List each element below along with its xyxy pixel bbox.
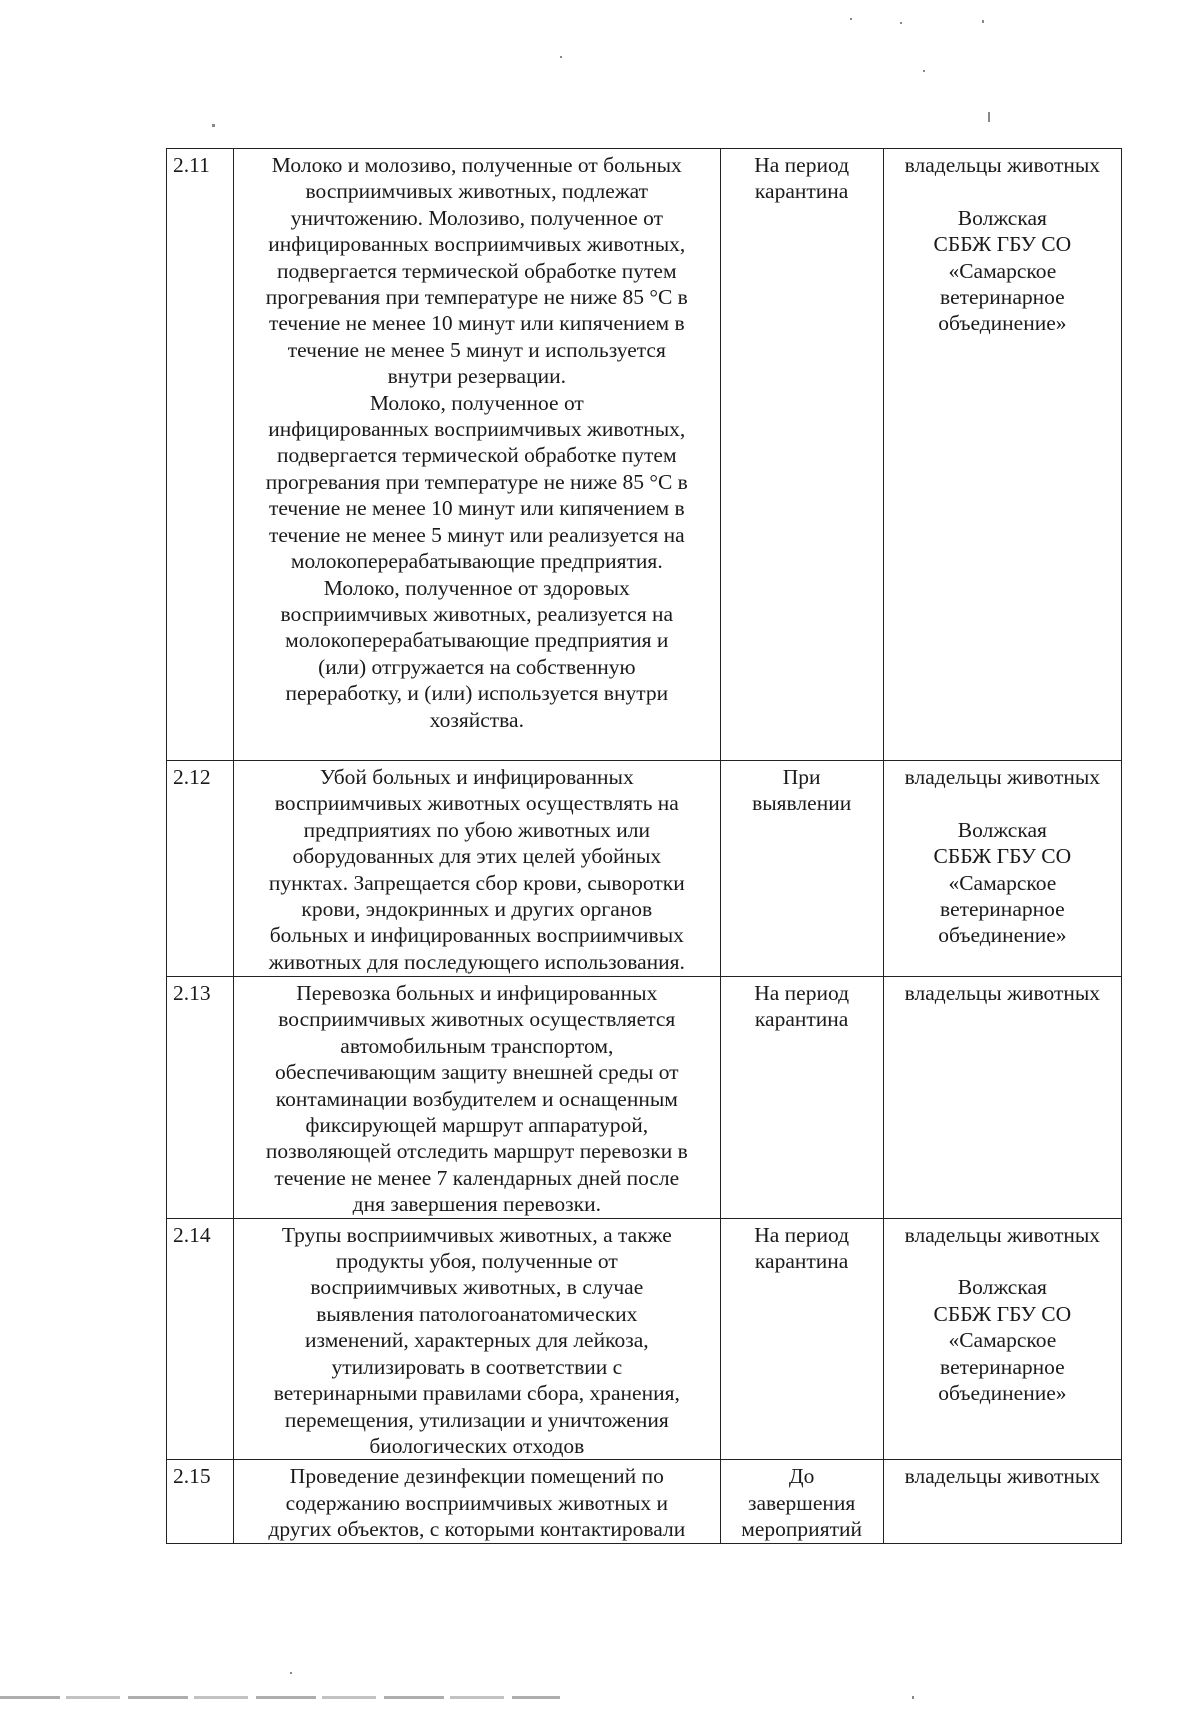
measure-line: течение не менее 7 календарных дней после [274, 1165, 680, 1190]
responsible-line: СББЖ ГБУ СО [933, 232, 1072, 257]
measure-cell [234, 149, 721, 761]
measure-cell [234, 977, 721, 1219]
blank-line [890, 178, 1115, 204]
responsible-line: объединение» [938, 923, 1067, 948]
measure-line: продукты убоя, полученные от [335, 1249, 618, 1274]
term-line: На период [754, 1222, 850, 1247]
measure-line: дня завершения перевозки. [352, 1192, 601, 1217]
measure-line: Молоко, полученное от здоровых [323, 575, 630, 600]
measure-line: Трупы восприимчивых животных, а также [281, 1222, 672, 1247]
responsible-line: объединение» [938, 311, 1067, 336]
term-line: карантина [754, 1249, 849, 1274]
table-row [167, 1218, 1122, 1460]
blank-line [890, 1248, 1115, 1274]
measure-line: молокоперерабатывающие предприятия. [290, 549, 663, 574]
responsible-cell [883, 761, 1121, 977]
row-number: 2.13 [167, 977, 234, 1219]
term-line: На период [754, 981, 850, 1005]
responsible-line: ветеринарное [940, 1354, 1065, 1379]
measure-line: выявления патологоанатомических [316, 1301, 638, 1326]
scan-speck [850, 18, 852, 20]
responsible-line: владельцы животных [904, 765, 1101, 789]
responsible-line: СББЖ ГБУ СО [933, 1301, 1072, 1326]
responsible-line: Волжская [957, 817, 1047, 842]
measure-line: перемещения, утилизации и уничтожения [284, 1407, 669, 1432]
measure-line: Проведение дезинфекции помещений по [289, 1464, 664, 1489]
measure-line: обеспечивающим защиту внешней среды от [275, 1060, 679, 1085]
term-line: карантина [754, 1007, 849, 1032]
table-row [167, 761, 1122, 977]
measure-line: прогревания при температуре не ниже 85 °С в [265, 469, 688, 494]
measure-line: подвергается термической обработке путем [277, 443, 677, 468]
term-line: карантина [754, 179, 849, 204]
measure-line: пунктах. Запрещается сбор крови, сыворотки [268, 870, 685, 895]
measure-line: внутри резервации. [387, 364, 566, 389]
measure-line: автомобильным транспортом, [340, 1033, 614, 1058]
row-number: 2.12 [167, 761, 234, 977]
measure-cell [234, 761, 721, 977]
scan-speck [900, 22, 902, 24]
measure-line: предприятиях по убою животных или [303, 817, 650, 842]
responsible-line: Волжская [957, 1275, 1047, 1300]
term-line: завершения [747, 1490, 856, 1515]
measure-line: биологических отходов [369, 1433, 585, 1458]
measure-line: подвергается термической обработке путем [277, 258, 677, 283]
responsible-line: «Самарское [948, 1328, 1057, 1353]
measure-line: больных и инфицированных восприимчивых [269, 923, 684, 948]
measure-line: восприимчивых животных осуществляется [278, 1007, 676, 1032]
measure-line: оборудованных для этих целей убойных [292, 844, 662, 869]
term-cell [720, 1218, 883, 1460]
responsible-line: владельцы животных [904, 153, 1101, 177]
measure-line: животных для последующего использования. [268, 949, 685, 974]
measure-line: молокоперерабатывающие предприятия и [285, 628, 669, 653]
responsible-line: ветеринарное [940, 897, 1065, 922]
measure-line: крови, эндокринных и других органов [301, 897, 653, 922]
term-cell [720, 149, 883, 761]
scan-speck [212, 124, 215, 127]
term-cell [720, 761, 883, 977]
measure-line: уничтожению. Молозиво, полученное от [290, 205, 664, 230]
term-cell [720, 977, 883, 1219]
measure-line: течение не менее 10 минут или кипячением в [268, 311, 685, 336]
term-line: При [782, 765, 821, 789]
table-row [167, 149, 1122, 761]
responsible-line: объединение» [938, 1381, 1067, 1406]
measure-line: фиксирующей маршрут аппаратурой, [305, 1113, 649, 1138]
scan-edge-artifact [0, 1696, 560, 1699]
measure-line: утилизировать в соответствии с [331, 1354, 623, 1379]
measure-line: течение не менее 10 минут или кипячением в [268, 496, 685, 521]
responsible-line: СББЖ ГБУ СО [933, 844, 1072, 869]
responsible-cell [883, 1460, 1121, 1544]
row-number: 2.11 [167, 149, 234, 761]
measure-line: других объектов, с которыми контактировали [268, 1517, 686, 1542]
term-line: До [788, 1464, 815, 1489]
measure-line: восприимчивых животных осуществлять на [274, 791, 679, 816]
term-line: выявлении [752, 791, 852, 816]
measure-line: хозяйства. [429, 707, 524, 732]
measure-line: изменений, характерных для лейкоза, [305, 1328, 649, 1353]
measures-table [166, 148, 1122, 1544]
row-number: 2.14 [167, 1218, 234, 1460]
measure-line: Молоко и молозиво, полученные от больных [271, 153, 682, 177]
measure-line: Убой больных и инфицированных [319, 765, 634, 789]
term-line: мероприятий [741, 1517, 862, 1542]
responsible-line: владельцы животных [904, 981, 1101, 1005]
measure-line: восприимчивых животных, подлежат [305, 179, 649, 204]
measure-line: инфицированных восприимчивых животных, [268, 232, 686, 257]
row-number: 2.15 [167, 1460, 234, 1544]
measure-line: Молоко, полученное от [369, 390, 584, 415]
responsible-cell [883, 977, 1121, 1219]
measure-line: (или) отгружается на собственную [318, 654, 636, 679]
responsible-line: «Самарское [948, 870, 1057, 895]
measure-line: Перевозка больных и инфицированных [296, 981, 658, 1005]
scan-speck [923, 70, 925, 72]
measure-line: прогревания при температуре не ниже 85 °С в [265, 285, 688, 310]
scan-speck [912, 1696, 914, 1699]
measure-line: переработку, и (или) используется внутри [285, 681, 669, 706]
measure-line: позволяющей отследить маршрут перевозки в [265, 1139, 688, 1164]
term-line: На период [754, 153, 850, 177]
measure-line: контаминации возбудителем и оснащенным [275, 1086, 678, 1111]
table-row [167, 977, 1122, 1219]
measure-line: восприимчивых животных, реализуется на [280, 601, 674, 626]
measure-line: содержанию восприимчивых животных и [285, 1490, 668, 1515]
table-row [167, 1460, 1122, 1544]
responsible-line: владельцы животных [904, 1464, 1101, 1489]
scan-speck [560, 56, 562, 58]
measure-cell [234, 1218, 721, 1460]
responsible-line: «Самарское [948, 258, 1057, 283]
responsible-line: Волжская [957, 205, 1047, 230]
measure-line: инфицированных восприимчивых животных, [268, 417, 686, 442]
measure-line: ветеринарными правилами сбора, хранения, [273, 1381, 680, 1406]
responsible-line: ветеринарное [940, 285, 1065, 310]
blank-line [890, 790, 1115, 816]
scan-speck [988, 112, 990, 122]
scan-speck [982, 20, 984, 23]
responsible-cell [883, 149, 1121, 761]
measure-line: восприимчивых животных, в случае [310, 1275, 644, 1300]
responsible-line: владельцы животных [904, 1222, 1101, 1247]
term-cell [720, 1460, 883, 1544]
responsible-cell [883, 1218, 1121, 1460]
measure-line: течение не менее 5 минут или реализуется на [268, 522, 685, 547]
measure-cell [234, 1460, 721, 1544]
scan-speck [290, 1672, 292, 1674]
measure-line: течение не менее 5 минут и используется [287, 337, 666, 362]
